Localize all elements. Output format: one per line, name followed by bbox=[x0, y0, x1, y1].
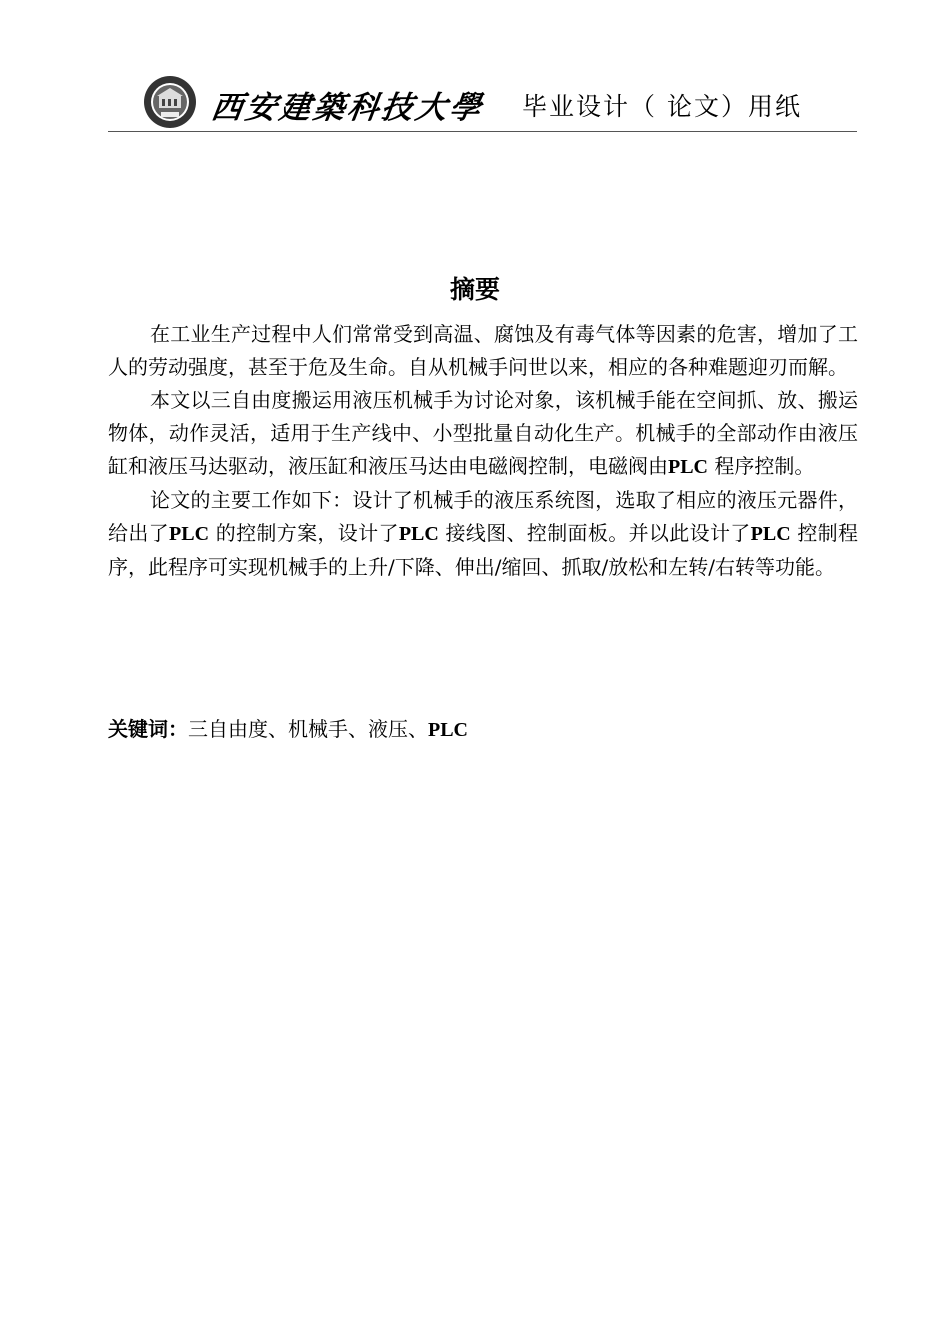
abstract-body bbox=[108, 318, 858, 584]
university-seal-icon bbox=[142, 74, 198, 130]
abstract-paragraph-1: 在工业生产过程中人们常常受到高温、腐蚀及有毒气体等因素的危害，增加了工人的劳动强度，甚至于危及生命。自从机械手问世以来，相应的各种难题迎刃而解。 bbox=[108, 322, 858, 379]
university-name: 西安建築科技大學 bbox=[208, 90, 487, 126]
keywords-line bbox=[108, 713, 468, 747]
keywords-value: 三自由度、机械手、液压、PLC bbox=[188, 717, 468, 741]
paper-type-label: 毕业设计（ 论文）用纸 bbox=[522, 92, 802, 121]
page-header bbox=[108, 70, 857, 132]
abstract-paragraph-2: 本文以三自由度搬运用液压机械手为讨论对象，该机械手能在空间抓、放、搬运物体，动作灵活，适用于生产线中、小型批量自动化生产。机械手的全部动作由液压缸和液压马达驱动，液压缸和液压马达由电磁阀控制，电磁阀由PLC 程序控制。 bbox=[108, 388, 858, 478]
keywords-label: 关键词： bbox=[108, 717, 188, 741]
header-divider bbox=[108, 131, 857, 132]
page-title: 摘要 bbox=[449, 275, 500, 304]
abstract-paragraph-3: 论文的主要工作如下：设计了机械手的液压系统图，选取了相应的液压元器件，给出了PLC 的控制方案，设计了PLC 接线图、控制面板。并以此设计了PLC 控制程序，此程序可实现机械手的上升/下降、伸出/缩回、抓取/放松和左转/右转等功能。 bbox=[108, 488, 859, 579]
